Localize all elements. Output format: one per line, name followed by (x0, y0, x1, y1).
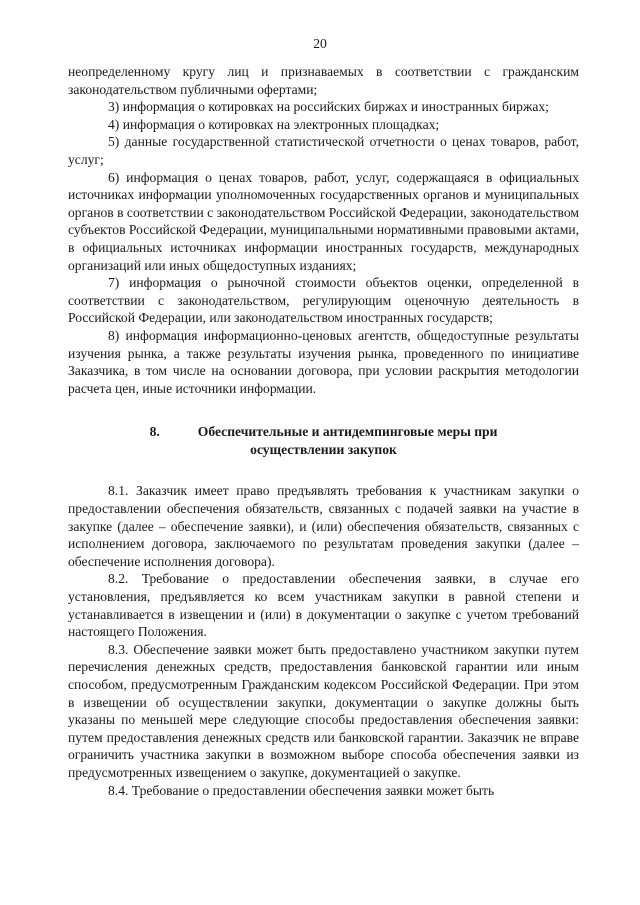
clause-8-4: 8.4. Требование о предоставлении обеспечения заявки может быть (108, 782, 495, 798)
section-heading (68, 423, 579, 458)
list-item-8: 8) информация информационно-ценовых агентств, общедоступные результаты изучения рынка, а также результаты изучения рынка, проведенного по инициативе Заказчика, в том числе на основании договора, при условии раскрытия методологии расчета цен, иные источники информации. (68, 327, 579, 396)
paragraph-continuation: неопределенному кругу лиц и признаваемых в соответствии с гражданским законодательством публичными офертами; (68, 64, 579, 97)
list-item-6: 6) информация о ценах товаров, работ, услуг, содержащаяся в официальных источниках информации уполномоченных государственных органов и муниципальных органов в соответствии с законодательством Российской Федерации, законодательством субъектов Российской Федерации, муниципальными нормативными правовыми актами, в официальных источниках информации иностранных государств, международных организаций или иных общедоступных изданиях; (68, 169, 579, 273)
section-title-line1: Обеспечительные и антидемпинговые меры при (197, 424, 498, 440)
list-item-3: 3) информация о котировках на российских биржах и иностранных биржах; (108, 99, 549, 115)
list-item-7: 7) информация о рыночной стоимости объектов оценки, определенной в соответствии с законодательством, регулирующим оценочную деятельность в Российской Федерации, или законодательством иностранных государств; (68, 275, 579, 326)
section-title-line2: осуществлении закупок (250, 441, 397, 457)
clause-8-2: 8.2. Требование о предоставлении обеспечения заявки, в случае его установления, предъявляется ко всем участникам закупки в равной степени и устанавливается в извещении и (или) в документации о закупке с учетом требований настоящего Положения. (68, 571, 579, 640)
clause-8-3: 8.3. Обеспечение заявки может быть предоставлено участником закупки путем перечисления денежных средств, предоставления банковской гарантии или иным способом, предусмотренным Гражданским кодексом Российской Федерации. При этом в извещении об осуществлении закупки, документации о закупке должны быть указаны по меньшей мере следующие способы предоставления обеспечения заявки: путем предоставления денежных средств или банковской гарантии. Заказчик не вправе ограничить участника закупки в возможном выборе способа обеспечения заявки из предусмотренных извещением о закупке, документацией о закупке. (68, 641, 579, 780)
list-item-4: 4) информация о котировках на электронных площадках; (108, 116, 440, 132)
page-number: 20 (313, 36, 327, 51)
clause-8-1: 8.1. Заказчик имеет право предъявлять требования к участникам закупки о предоставлении обеспечения обязательств, связанных с подачей заявки на участие в закупке (далее – обеспечение заявки), и (или) обеспечения обязательств, связанных с исполнением договора, заключаемого по результатам проведения закупки (далее – обеспечение исполнения договора). (68, 483, 579, 569)
document-body (68, 63, 579, 799)
section-number: 8. (149, 424, 160, 440)
list-item-5: 5) данные государственной статистической отчетности о ценах товаров, работ, услуг; (68, 134, 579, 167)
